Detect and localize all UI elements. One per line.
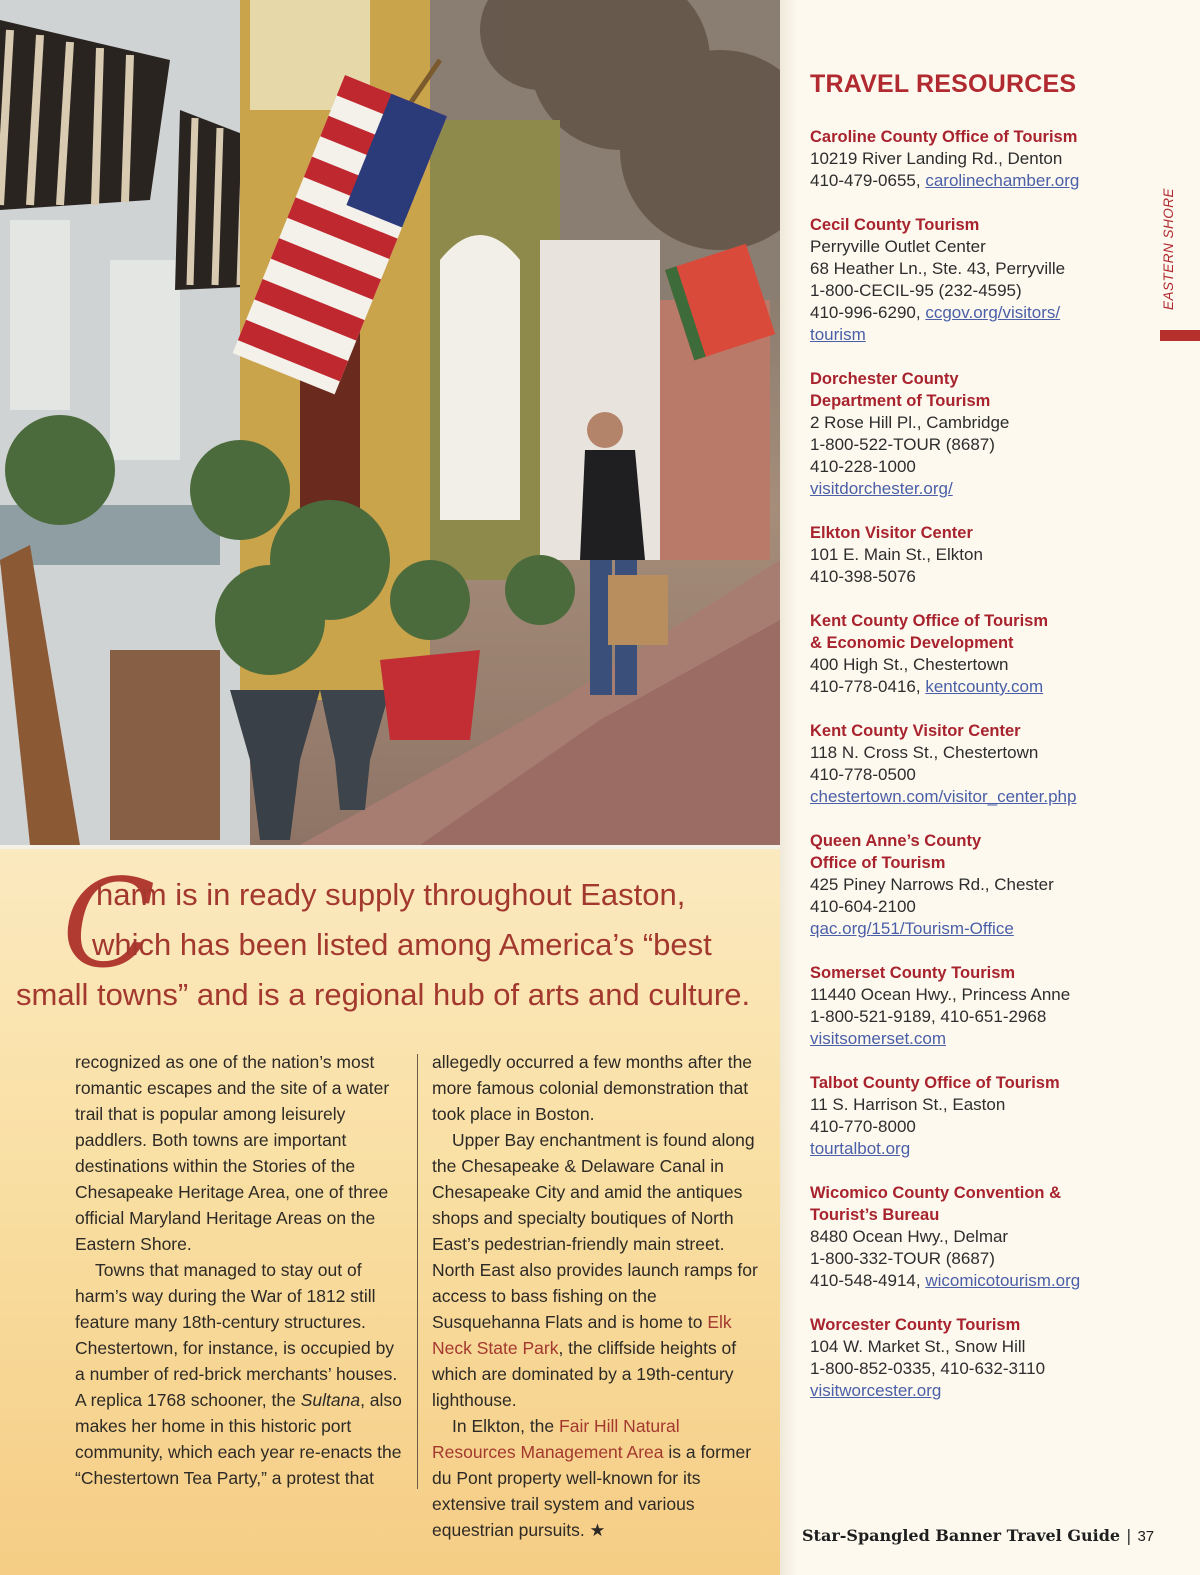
section-tab-marker	[1160, 330, 1200, 341]
resource-detail: 10219 River Landing Rd., Denton	[810, 149, 1063, 168]
article-column-right	[432, 1049, 767, 1543]
resource-contact-line	[810, 170, 1140, 192]
pull-quote-drop-cap: C	[62, 853, 156, 995]
resource-website-link[interactable]: ccgov.org/visitors/	[925, 303, 1061, 322]
resource-name: Department of Tourism	[810, 392, 991, 410]
resource-entry	[810, 214, 1140, 346]
resource-detail: Perryville Outlet Center	[810, 237, 986, 256]
resource-website-link[interactable]: tourism	[810, 325, 866, 344]
resource-website-link[interactable]: carolinechamber.org	[925, 171, 1080, 190]
resource-name: Caroline County Office of Tourism	[810, 128, 1078, 146]
article-column-left	[75, 1049, 405, 1491]
resource-website-link[interactable]: visitworcester.org	[810, 1381, 942, 1400]
resource-detail: 410-604-2100	[810, 897, 916, 916]
resource-detail: 68 Heather Ln., Ste. 43, Perryville	[810, 259, 1066, 278]
resource-entry	[810, 522, 1140, 588]
elk-neck-state-park-link[interactable]: Elk Neck State Park	[432, 1312, 732, 1358]
resource-entry	[810, 1072, 1140, 1160]
resource-phone: 410-778-0416,	[810, 677, 926, 696]
photo-illustration	[0, 0, 780, 845]
resource-name: Office of Tourism	[810, 854, 946, 872]
resource-detail: 2 Rose Hill Pl., Cambridge	[810, 413, 1010, 432]
resource-entry	[810, 1314, 1140, 1402]
resource-contact-line	[810, 786, 1140, 808]
resource-name: Queen Anne’s County	[810, 832, 982, 850]
resource-entry	[810, 720, 1140, 808]
resource-name: Elkton Visitor Center	[810, 524, 973, 542]
resource-website-link[interactable]: visitdorchester.org/	[810, 479, 953, 498]
article-paragraph	[432, 1413, 767, 1543]
resource-contact-line	[810, 1270, 1140, 1292]
page-footer	[802, 1526, 1154, 1545]
resource-detail: 11 S. Harrison St., Easton	[810, 1095, 1006, 1114]
article-paragraph	[432, 1127, 767, 1413]
ship-name: Sultana	[300, 1390, 361, 1410]
resource-name: Kent County Office of Tourism	[810, 612, 1049, 630]
resource-detail: 1-800-CECIL-95 (232-4595)	[810, 281, 1022, 300]
resource-website-link[interactable]: tourtalbot.org	[810, 1139, 911, 1158]
resource-entry	[810, 1182, 1140, 1292]
pull-quote-line-1: harm is in ready supply throughout Easton,	[96, 877, 686, 912]
travel-resources-sidebar	[780, 0, 1200, 1575]
resource-detail: 1-800-332-TOUR (8687)	[810, 1249, 995, 1268]
resource-name: Tourist’s Bureau	[810, 1206, 940, 1224]
resource-detail: 410-778-0500	[810, 765, 916, 784]
resource-name: & Economic Development	[810, 634, 1014, 652]
street-scene-photo	[0, 0, 780, 845]
resource-list	[810, 126, 1140, 1424]
resource-name: Talbot County Office of Tourism	[810, 1074, 1060, 1092]
resource-contact-line	[810, 918, 1140, 940]
resource-name: Worcester County Tourism	[810, 1316, 1021, 1334]
resource-entry	[810, 962, 1140, 1050]
resource-detail: 104 W. Market St., Snow Hill	[810, 1337, 1026, 1356]
page-number: 37	[1137, 1528, 1155, 1545]
resource-contact-line	[810, 1380, 1140, 1402]
resource-contact-line	[810, 1138, 1140, 1160]
resource-detail: 101 E. Main St., Elkton	[810, 545, 983, 564]
resource-phone: 410-479-0655,	[810, 171, 926, 190]
resource-website-link[interactable]: wicomicotourism.org	[925, 1271, 1081, 1290]
resource-detail: 11440 Ocean Hwy., Princess Anne	[810, 985, 1071, 1004]
resource-name: Wicomico County Convention &	[810, 1184, 1062, 1202]
resource-contact-line	[810, 478, 1140, 500]
resource-website-link[interactable]: kentcounty.com	[925, 677, 1044, 696]
resource-phone: 410-548-4914,	[810, 1271, 926, 1290]
resource-contact-line	[810, 676, 1140, 698]
resource-website-link[interactable]: visitsomerset.com	[810, 1029, 947, 1048]
resource-detail: 1-800-522-TOUR (8687)	[810, 435, 995, 454]
resource-detail: 410-770-8000	[810, 1117, 916, 1136]
resource-contact-line	[810, 1028, 1140, 1050]
resource-name: Cecil County Tourism	[810, 216, 980, 234]
article-panel	[0, 845, 780, 1575]
paragraph-text: , the cliffside heights of which are dominated by a 19th-century lighthouse.	[432, 1338, 737, 1410]
paragraph-text: , also makes her home in this historic port community, which each year re-enacts the “Chestertown Tea Party,” a protest that	[75, 1390, 402, 1488]
pull-quote-line-2: which has been listed among America’s “best	[92, 927, 712, 962]
section-tab-label: EASTERN SHORE	[1161, 187, 1176, 310]
resource-website-link[interactable]: chestertown.com/visitor_center.php	[810, 787, 1077, 806]
resource-detail: 1-800-521-9189, 410-651-2968	[810, 1007, 1047, 1026]
resource-entry	[810, 126, 1140, 192]
publication-name: Star-Spangled Banner Travel Guide	[802, 1526, 1121, 1545]
article-paragraph: allegedly occurred a few months after the more famous colonial demonstration that took place in Boston.	[432, 1052, 753, 1124]
resource-detail: 8480 Ocean Hwy., Delmar	[810, 1227, 1009, 1246]
column-divider	[417, 1054, 418, 1489]
resource-name: Dorchester County	[810, 370, 959, 388]
resource-detail: 425 Piney Narrows Rd., Chester	[810, 875, 1054, 894]
paragraph-text: Upper Bay enchantment is found along the Chesapeake & Delaware Canal in Chesapeake City and amid the antiques shops and specialty boutiques of North East’s pedestrian-friendly main street. North East also provides launch ramps for access to bass fishing on the Susquehanna Flats and is home to	[432, 1130, 758, 1332]
resource-website-link[interactable]: qac.org/151/Tourism-Office	[810, 919, 1014, 938]
paragraph-text: is a former du Pont property well-known for its extensive trail system and various equestrian pursuits. ★	[432, 1442, 752, 1540]
fair-hill-link[interactable]: Fair Hill Natural Resources Management Area	[432, 1416, 680, 1462]
resource-detail: 118 N. Cross St., Chestertown	[810, 743, 1039, 762]
paragraph-text: In Elkton, the	[452, 1416, 560, 1436]
resource-detail: 400 High St., Chestertown	[810, 655, 1009, 674]
resource-entry	[810, 830, 1140, 940]
resource-detail: 1-800-852-0335, 410-632-3110	[810, 1359, 1046, 1378]
resource-phone: 410-996-6290,	[810, 303, 926, 322]
article-paragraph: recognized as one of the nation’s most romantic escapes and the site of a water trail that is popular among leisurely paddlers. Both towns are important destinations within the Stories of the Chesapeake Heritage Area, one of three official Maryland Heritage Areas on the Eastern Shore.	[75, 1052, 390, 1254]
resource-entry	[810, 610, 1140, 698]
resource-name: Kent County Visitor Center	[810, 722, 1021, 740]
article-paragraph	[75, 1257, 405, 1491]
paragraph-text: Towns that managed to stay out of harm’s way during the War of 1812 still feature many 18th-century structures. Chestertown, for instance, is occupied by a number of red-brick merchants’ houses. A replica 1768 schooner, the	[75, 1260, 398, 1410]
resource-contact-line	[810, 302, 1140, 324]
resource-detail: 410-228-1000	[810, 457, 916, 476]
pull-quote-line-3: small towns” and is a regional hub of arts and culture.	[16, 977, 751, 1012]
resource-entry	[810, 368, 1140, 500]
sidebar-title: TRAVEL RESOURCES	[810, 70, 1077, 98]
footer-separator: |	[1126, 1526, 1132, 1545]
resource-detail: 410-398-5076	[810, 567, 916, 586]
resource-name: Somerset County Tourism	[810, 964, 1016, 982]
